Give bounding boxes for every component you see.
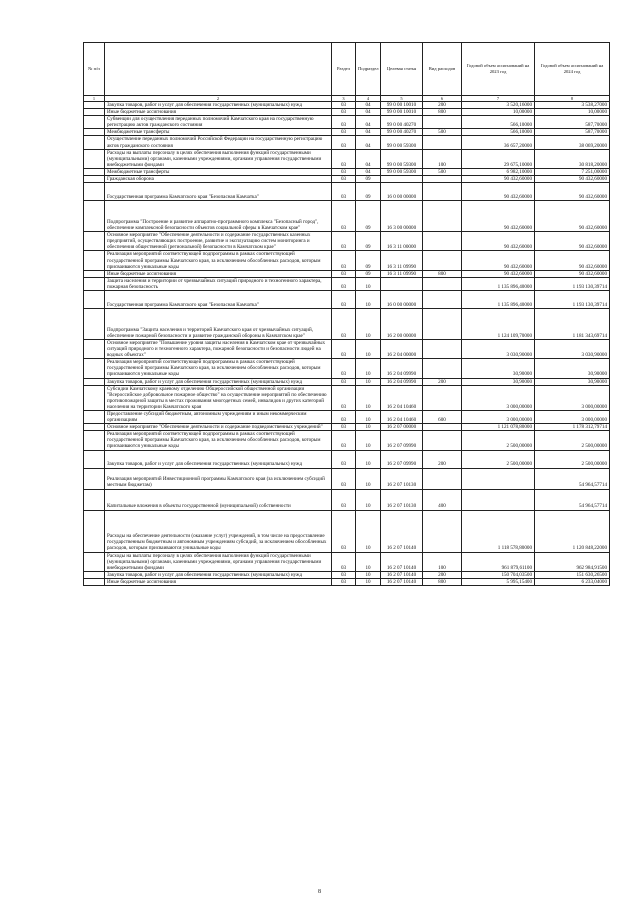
target-article-cell: 16 2 07 10130 <box>381 468 423 489</box>
expense-name-cell: Иные бюджетные ассигнования <box>105 578 332 585</box>
expense-type-cell <box>423 201 462 232</box>
podrazdel-cell: 10 <box>356 489 381 510</box>
column-number: 5 <box>381 96 423 102</box>
expense-type-cell: 200 <box>423 450 462 468</box>
volume-2023-cell: 6 982,10000 <box>462 168 535 175</box>
podrazdel-cell: 04 <box>356 102 381 109</box>
expense-type-cell <box>423 176 462 183</box>
volume-2024-cell: 90 432,60000 <box>535 176 610 183</box>
table-row <box>84 510 610 552</box>
target-article-cell: 16 2 04 10460 <box>381 385 423 410</box>
volume-2023-cell: 90 432,60000 <box>462 176 535 183</box>
expense-type-cell <box>423 308 462 339</box>
expense-type-cell: 200 <box>423 378 462 385</box>
podrazdel-cell: 04 <box>356 129 381 136</box>
expense-name-cell: Межбюджетные трансферты <box>105 129 332 136</box>
expense-name-cell: Закупка товаров, работ и услуг для обеспечения государственных (муниципальных) нужд <box>105 571 332 578</box>
volume-2023-cell: 150 704,03500 <box>462 571 535 578</box>
volume-2023-cell <box>462 468 535 489</box>
header-row <box>84 43 610 96</box>
podrazdel-cell: 04 <box>356 136 381 149</box>
razdel-cell: 03 <box>332 290 356 308</box>
row-number-cell <box>84 232 105 251</box>
razdel-cell: 03 <box>332 468 356 489</box>
target-article-cell: 99 0 00 10010 <box>381 109 423 116</box>
podrazdel-cell: 04 <box>356 168 381 175</box>
target-article-cell: 16 3 00 00000 <box>381 201 423 232</box>
volume-2024-cell: 3 000,00000 <box>535 385 610 410</box>
volume-2024-cell: 2 500,00000 <box>535 431 610 450</box>
volume-2023-cell: 3 000,00000 <box>462 411 535 424</box>
podrazdel-cell: 09 <box>356 232 381 251</box>
volume-2024-cell: 7 251,00000 <box>535 168 610 175</box>
row-number-cell <box>84 431 105 450</box>
expense-type-cell <box>423 277 462 290</box>
column-number: 3 <box>332 96 356 102</box>
table-row <box>84 136 610 149</box>
expense-type-cell: 600 <box>423 411 462 424</box>
volume-2024-cell: 30 818,20000 <box>535 149 610 168</box>
expense-type-cell <box>423 290 462 308</box>
row-number-cell <box>84 168 105 175</box>
podrazdel-cell: 09 <box>356 176 381 183</box>
row-number-cell <box>84 116 105 129</box>
target-article-cell <box>381 176 423 183</box>
row-number-cell <box>84 201 105 232</box>
razdel-cell: 03 <box>332 359 356 378</box>
podrazdel-cell: 09 <box>356 270 381 277</box>
target-article-cell: 16 3 11 09990 <box>381 270 423 277</box>
volume-2024-cell: 30,90000 <box>535 378 610 385</box>
volume-2023-cell: 29 675,10000 <box>462 149 535 168</box>
expense-type-cell <box>423 424 462 431</box>
table-row <box>84 468 610 489</box>
row-number-cell <box>84 578 105 585</box>
volume-2023-cell: 1 124 109,70000 <box>462 308 535 339</box>
row-number-cell <box>84 136 105 149</box>
row-number-cell <box>84 411 105 424</box>
target-article-cell: 16 0 00 00000 <box>381 183 423 201</box>
expense-name-cell: Расходы на выплаты персоналу в целях обеспечения выполнения функций государственными (муниципальными) органами, казенными учреждениями, органами управления государственными внебюджетными фондами <box>105 552 332 571</box>
header-volume-2023: Годовой объем ассигнований на 2023 год <box>462 43 535 96</box>
row-number-cell <box>84 359 105 378</box>
podrazdel-cell: 10 <box>356 411 381 424</box>
volume-2024-cell: 90 432,60000 <box>535 201 610 232</box>
expense-name-cell: Предоставление субсидий бюджетным, автономным учреждениям и иным некоммерческим организациям <box>105 411 332 424</box>
podrazdel-cell: 10 <box>356 468 381 489</box>
expense-name-cell: Межбюджетные трансферты <box>105 168 332 175</box>
podrazdel-cell: 10 <box>356 571 381 578</box>
razdel-cell: 03 <box>332 129 356 136</box>
expense-type-cell: 100 <box>423 552 462 571</box>
volume-2024-cell: 90 432,60000 <box>535 251 610 270</box>
expense-name-cell: Иные бюджетные ассигнования <box>105 270 332 277</box>
volume-2023-cell: 1 135 896,40000 <box>462 277 535 290</box>
volume-2023-cell: 90 432,60000 <box>462 183 535 201</box>
row-number-cell <box>84 468 105 489</box>
target-article-cell: 16 2 07 00000 <box>381 424 423 431</box>
expense-name-cell: Государственная программа Камчатского края "Безопасная Камчатка" <box>105 290 332 308</box>
volume-2024-cell: 1 178 312,79714 <box>535 424 610 431</box>
volume-2024-cell: 962 984,91500 <box>535 552 610 571</box>
budget-table <box>83 42 610 586</box>
expense-type-cell: 800 <box>423 578 462 585</box>
table-row <box>84 232 610 251</box>
volume-2023-cell: 3 520,16000 <box>462 102 535 109</box>
expense-name-cell: Закупка товаров, работ и услуг для обеспечения государственных (муниципальных) нужд <box>105 102 332 109</box>
razdel-cell: 03 <box>332 136 356 149</box>
expense-name-cell: Основное мероприятие "Обеспечение деятельности и содержание государственных казенных предприятий, осуществляющих построение, развитие и эксплуатацию систем мониторинга и обеспечения общественной (региональной) безопасности в Камчатском крае" <box>105 232 332 251</box>
table-row <box>84 385 610 410</box>
row-number-cell <box>84 552 105 571</box>
table-row <box>84 450 610 468</box>
header-target-article: Целевая статья <box>381 43 423 96</box>
header-expense-type: Вид расходов <box>423 43 462 96</box>
volume-2024-cell: 54 964,57714 <box>535 489 610 510</box>
podrazdel-cell: 10 <box>356 450 381 468</box>
podrazdel-cell: 10 <box>356 510 381 552</box>
podrazdel-cell: 09 <box>356 183 381 201</box>
razdel-cell: 03 <box>332 378 356 385</box>
razdel-cell: 03 <box>332 308 356 339</box>
page-number: 8 <box>318 889 321 895</box>
volume-2024-cell: 1 193 130,39714 <box>535 290 610 308</box>
row-number-cell <box>84 450 105 468</box>
target-article-cell: 16 2 07 10130 <box>381 489 423 510</box>
target-article-cell: 16 2 07 10140 <box>381 552 423 571</box>
razdel-cell: 03 <box>332 489 356 510</box>
table-row <box>84 176 610 183</box>
expense-name-cell: Государственная программа Камчатского края "Безопасная Камчатка" <box>105 183 332 201</box>
volume-2024-cell: 10,00000 <box>535 109 610 116</box>
volume-2024-cell: 90 432,60000 <box>535 183 610 201</box>
volume-2023-cell: 5 995,15400 <box>462 578 535 585</box>
expense-name-cell: Капитальные вложения в объекты государственной (муниципальной) собственности <box>105 489 332 510</box>
expense-name-cell: Осуществление переданных полномочий Российской Федерации на государственную регистрацию актов гражданского состояния <box>105 136 332 149</box>
row-number-cell <box>84 385 105 410</box>
razdel-cell: 03 <box>332 571 356 578</box>
podrazdel-cell: 10 <box>356 385 381 410</box>
table-row <box>84 109 610 116</box>
row-number-cell <box>84 308 105 339</box>
target-article-cell: 16 2 07 10140 <box>381 578 423 585</box>
volume-2024-cell: 3 000,00000 <box>535 411 610 424</box>
razdel-cell: 03 <box>332 385 356 410</box>
table-row <box>84 251 610 270</box>
table-row <box>84 201 610 232</box>
volume-2023-cell: 90 432,60000 <box>462 201 535 232</box>
volume-2024-cell: 1 181 343,69714 <box>535 308 610 339</box>
header-name <box>105 43 332 96</box>
expense-name-cell: Гражданская оборона <box>105 176 332 183</box>
header-razdel: Раздел <box>332 43 356 96</box>
target-article-cell: 16 2 07 09990 <box>381 450 423 468</box>
razdel-cell: 03 <box>332 201 356 232</box>
row-number-cell <box>84 149 105 168</box>
table-row <box>84 149 610 168</box>
podrazdel-cell: 10 <box>356 431 381 450</box>
razdel-cell: 03 <box>332 116 356 129</box>
header-volume-2024: Годовой объем ассигнований на 2024 год <box>535 43 610 96</box>
table-row <box>84 290 610 308</box>
razdel-cell: 03 <box>332 431 356 450</box>
podrazdel-cell: 10 <box>356 339 381 358</box>
expense-name-cell: Реализация мероприятий соответствующей подпрограммы в рамках соответствующей государственной программы Камчатского края, за исключением обособленных расходов, которым присваиваются уникальные коды <box>105 251 332 270</box>
table-row <box>84 102 610 109</box>
column-number: 1 <box>84 96 105 102</box>
row-number-cell <box>84 571 105 578</box>
column-number: 7 <box>462 96 535 102</box>
expense-type-cell: 200 <box>423 571 462 578</box>
target-article-cell: 99 0 00 40270 <box>381 129 423 136</box>
expense-type-cell <box>423 385 462 410</box>
volume-2024-cell: 90 432,60000 <box>535 270 610 277</box>
podrazdel-cell: 10 <box>356 552 381 571</box>
volume-2023-cell: 90 432,60000 <box>462 270 535 277</box>
volume-2023-cell: 961 879,61100 <box>462 552 535 571</box>
razdel-cell: 03 <box>332 251 356 270</box>
podrazdel-cell: 10 <box>356 424 381 431</box>
expense-name-cell: Закупка товаров, работ и услуг для обеспечения государственных (муниципальных) нужд <box>105 450 332 468</box>
row-number-cell <box>84 290 105 308</box>
table-row <box>84 411 610 424</box>
row-number-cell <box>84 251 105 270</box>
column-number: 6 <box>423 96 462 102</box>
volume-2023-cell: 3 000,00000 <box>462 385 535 410</box>
expense-name-cell: Основное мероприятие "Повышение уровня защиты населения в Камчатском крае от чрезвычайных ситуаций природного и техногенного характера, пожарной безопасности и безопасности людей на водных объектах" <box>105 339 332 358</box>
expense-name-cell: Реализация мероприятий соответствующей подпрограммы в рамках соответствующей государственной программы Камчатского края, за исключением обособленных расходов, которым присваиваются уникальные коды <box>105 431 332 450</box>
volume-2024-cell: 151 630,26500 <box>535 571 610 578</box>
row-number-cell <box>84 378 105 385</box>
volume-2024-cell: 30,90000 <box>535 359 610 378</box>
target-article-cell: 16 2 04 00000 <box>381 339 423 358</box>
column-number: 8 <box>535 96 610 102</box>
target-article-cell <box>381 277 423 290</box>
expense-type-cell <box>423 251 462 270</box>
row-number-cell <box>84 424 105 431</box>
expense-type-cell: 500 <box>423 129 462 136</box>
podrazdel-cell: 10 <box>356 578 381 585</box>
expense-type-cell: 500 <box>423 168 462 175</box>
target-article-cell: 99 0 00 59300 <box>381 149 423 168</box>
volume-2024-cell: 1 193 130,39714 <box>535 277 610 290</box>
expense-type-cell <box>423 431 462 450</box>
volume-2024-cell: 587,70000 <box>535 129 610 136</box>
row-number-cell <box>84 183 105 201</box>
target-article-cell: 16 2 04 09990 <box>381 378 423 385</box>
budget-sheet <box>83 42 609 586</box>
razdel-cell: 03 <box>332 109 356 116</box>
expense-type-cell: 200 <box>423 102 462 109</box>
volume-2024-cell: 90 432,60000 <box>535 232 610 251</box>
volume-2024-cell: 2 500,00000 <box>535 450 610 468</box>
target-article-cell: 99 0 00 10010 <box>381 102 423 109</box>
row-number-cell <box>84 109 105 116</box>
expense-type-cell <box>423 183 462 201</box>
volume-2023-cell: 1 135 896,40000 <box>462 290 535 308</box>
razdel-cell: 03 <box>332 411 356 424</box>
expense-type-cell: 800 <box>423 109 462 116</box>
volume-2023-cell: 10,00000 <box>462 109 535 116</box>
table-row <box>84 308 610 339</box>
volume-2024-cell: 1 120 848,22000 <box>535 510 610 552</box>
razdel-cell: 03 <box>332 168 356 175</box>
podrazdel-cell: 04 <box>356 109 381 116</box>
target-article-cell: 16 2 07 09990 <box>381 431 423 450</box>
volume-2023-cell: 36 657,20000 <box>462 136 535 149</box>
razdel-cell: 03 <box>332 450 356 468</box>
razdel-cell: 03 <box>332 102 356 109</box>
row-number-cell <box>84 489 105 510</box>
target-article-cell: 16 0 00 00000 <box>381 290 423 308</box>
expense-name-cell: Субсидии Камчатскому краевому отделению Общероссийской общественной организации "Всероссийское добровольное пожарное общество" на осуществление мероприятий по обеспечению противопожарной защиты в местах проживания многодетных семей, инвалидов и других категорий населения на территории Камчатского края <box>105 385 332 410</box>
razdel-cell: 03 <box>332 277 356 290</box>
target-article-cell: 16 2 07 10140 <box>381 510 423 552</box>
table-row <box>84 424 610 431</box>
volume-2023-cell: 566,10000 <box>462 116 535 129</box>
podrazdel-cell: 04 <box>356 116 381 129</box>
volume-2023-cell: 30,90000 <box>462 378 535 385</box>
volume-2023-cell: 1 118 578,80000 <box>462 510 535 552</box>
razdel-cell: 03 <box>332 149 356 168</box>
expense-type-cell: 800 <box>423 270 462 277</box>
podrazdel-cell: 04 <box>356 149 381 168</box>
header-podrazdel: Подраздел <box>356 43 381 96</box>
volume-2023-cell: 90 432,60000 <box>462 251 535 270</box>
podrazdel-cell: 09 <box>356 251 381 270</box>
table-row <box>84 270 610 277</box>
volume-2023-cell: 3 030,90000 <box>462 339 535 358</box>
razdel-cell: 03 <box>332 424 356 431</box>
header-number: № п/п <box>84 43 105 96</box>
table-row <box>84 489 610 510</box>
expense-type-cell <box>423 339 462 358</box>
row-number-cell <box>84 129 105 136</box>
podrazdel-cell: 10 <box>356 359 381 378</box>
expense-type-cell: 400 <box>423 489 462 510</box>
target-article-cell: 16 3 11 00000 <box>381 232 423 251</box>
expense-type-cell <box>423 232 462 251</box>
razdel-cell: 03 <box>332 552 356 571</box>
expense-type-cell <box>423 468 462 489</box>
volume-2024-cell: 38 069,20000 <box>535 136 610 149</box>
target-article-cell: 16 3 11 09990 <box>381 251 423 270</box>
table-row <box>84 129 610 136</box>
volume-2023-cell: 2 500,00000 <box>462 431 535 450</box>
expense-name-cell: Иные бюджетные ассигнования <box>105 109 332 116</box>
expense-name-cell: Расходы на обеспечение деятельности (оказание услуг) учреждений, в том числе на предоставление государственным бюджетным и автономным учреждениям субсидий, за исключением обособленных расходов, которым присваиваются уникальные коды <box>105 510 332 552</box>
expense-type-cell <box>423 359 462 378</box>
table-row <box>84 183 610 201</box>
table-row <box>84 359 610 378</box>
expense-name-cell: Закупка товаров, работ и услуг для обеспечения государственных (муниципальных) нужд <box>105 378 332 385</box>
row-number-cell <box>84 102 105 109</box>
table-row <box>84 552 610 571</box>
expense-name-cell: Основное мероприятие "Обеспечение деятельности и содержание подведомственных учреждений" <box>105 424 332 431</box>
volume-2024-cell: 3 538,27000 <box>535 102 610 109</box>
target-article-cell: 99 0 00 59300 <box>381 168 423 175</box>
razdel-cell: 03 <box>332 270 356 277</box>
volume-2024-cell: 54 964,57714 <box>535 468 610 489</box>
target-article-cell: 16 2 04 09990 <box>381 359 423 378</box>
razdel-cell: 03 <box>332 578 356 585</box>
volume-2023-cell: 30,90000 <box>462 359 535 378</box>
column-number: 4 <box>356 96 381 102</box>
column-number: 2 <box>105 96 332 102</box>
expense-name-cell: Защита населения и территории от чрезвычайных ситуаций природного и техногенного характера, пожарная безопасность <box>105 277 332 290</box>
expense-name-cell: Подпрограмма "Защита населения и территорий Камчатского края от чрезвычайных ситуаций, обеспечение пожарной безопасности и развитие гражданской обороны в Камчатском крае" <box>105 308 332 339</box>
expense-name-cell: Реализация мероприятий Инвестиционной программы Камчатского края (за исключением субсидий местным бюджетам) <box>105 468 332 489</box>
podrazdel-cell: 10 <box>356 378 381 385</box>
expense-name-cell: Подпрограмма "Построение и развитие аппаратно-программного комплекса "Безопасный город", обеспечение комплексной безопасности объектов социальной сферы в Камчатском крае" <box>105 201 332 232</box>
expense-type-cell <box>423 136 462 149</box>
razdel-cell: 03 <box>332 339 356 358</box>
table-row <box>84 431 610 450</box>
volume-2023-cell: 2 500,00000 <box>462 450 535 468</box>
table-row <box>84 168 610 175</box>
razdel-cell: 03 <box>332 510 356 552</box>
target-article-cell: 16 2 04 10460 <box>381 411 423 424</box>
podrazdel-cell: 10 <box>356 290 381 308</box>
volume-2023-cell: 1 121 078,80000 <box>462 424 535 431</box>
target-article-cell: 99 0 00 59300 <box>381 136 423 149</box>
table-row <box>84 116 610 129</box>
volume-2023-cell <box>462 489 535 510</box>
row-number-cell <box>84 277 105 290</box>
table-row <box>84 339 610 358</box>
table-row <box>84 378 610 385</box>
table-row <box>84 578 610 585</box>
podrazdel-cell: 09 <box>356 201 381 232</box>
target-article-cell: 16 2 07 10140 <box>381 571 423 578</box>
row-number-cell <box>84 339 105 358</box>
table-row <box>84 277 610 290</box>
expense-name-cell: Расходы на выплаты персоналу в целях обеспечения выполнения функций государственными (муниципальными) органами, казенными учреждениями, органами управления государственными внебюджетными фондами <box>105 149 332 168</box>
razdel-cell: 03 <box>332 176 356 183</box>
target-article-cell: 99 0 00 40270 <box>381 116 423 129</box>
podrazdel-cell: 10 <box>356 277 381 290</box>
volume-2024-cell: 587,70000 <box>535 116 610 129</box>
volume-2023-cell: 566,10000 <box>462 129 535 136</box>
target-article-cell: 16 2 00 00000 <box>381 308 423 339</box>
expense-type-cell <box>423 116 462 129</box>
expense-name-cell: Субвенции для осуществления переданных полномочий Камчатского края на государственную регистрацию актов гражданского состояния <box>105 116 332 129</box>
row-number-cell <box>84 270 105 277</box>
podrazdel-cell: 10 <box>356 308 381 339</box>
razdel-cell: 03 <box>332 232 356 251</box>
volume-2024-cell: 6 233,04000 <box>535 578 610 585</box>
table-row <box>84 571 610 578</box>
expense-name-cell: Реализация мероприятий соответствующей подпрограммы в рамках соответствующей государственной программы Камчатского края, за исключением обособленных расходов, которым присваиваются уникальные коды <box>105 359 332 378</box>
row-number-cell <box>84 176 105 183</box>
expense-type-cell: 100 <box>423 149 462 168</box>
expense-type-cell <box>423 510 462 552</box>
volume-2023-cell: 90 432,60000 <box>462 232 535 251</box>
razdel-cell: 03 <box>332 183 356 201</box>
row-number-cell <box>84 510 105 552</box>
volume-2024-cell: 3 030,90000 <box>535 339 610 358</box>
